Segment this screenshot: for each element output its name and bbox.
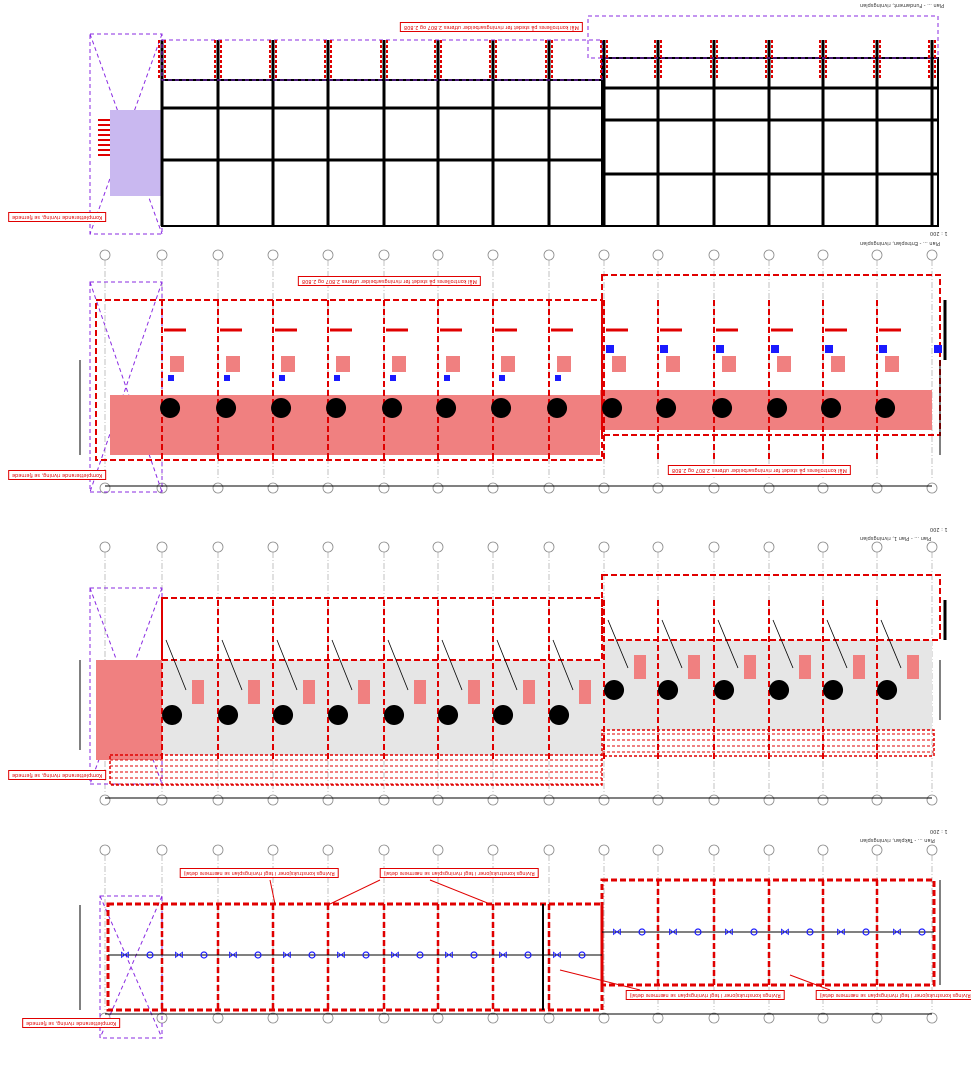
door-swing <box>821 398 841 418</box>
leader-line <box>330 880 380 904</box>
grid-bubble <box>323 795 333 805</box>
door-swing <box>491 398 511 418</box>
door-swing <box>549 705 569 725</box>
room-fill <box>303 680 315 704</box>
leader-line <box>430 880 490 904</box>
demolish-outline-left <box>162 598 602 660</box>
grid-bubble <box>488 795 498 805</box>
grid-bubble <box>599 845 609 855</box>
phase-note-4: Kompletterande rivning, se fjernede <box>22 1018 120 1028</box>
grid-bubble <box>268 483 278 493</box>
grid-bubble <box>709 795 719 805</box>
phase-fill <box>110 110 162 196</box>
grid-bubble <box>433 542 443 552</box>
door-swing <box>604 680 624 700</box>
roof-drain-icon: ⋈ <box>612 927 622 938</box>
door-swing <box>384 705 404 725</box>
grid-bubble <box>544 795 554 805</box>
new-element <box>444 375 450 381</box>
roof-drain-icon: ⋈ <box>836 927 846 938</box>
roof-drain-icon: ⋈ <box>174 950 184 961</box>
grid-bubble <box>599 795 609 805</box>
grid-bubble <box>268 542 278 552</box>
door-swing <box>658 680 678 700</box>
door-swing <box>877 680 897 700</box>
plan-scale-4: 1 : 200 <box>930 828 948 834</box>
grid-bubble <box>433 795 443 805</box>
room-fill <box>634 655 646 679</box>
room-fill <box>358 680 370 704</box>
grid-bubble <box>872 845 882 855</box>
roof-drain-icon: ⋈ <box>668 927 678 938</box>
door-swing <box>160 398 180 418</box>
demolish-note-3: Mål kontrolleres på stedet før rivningsarbeider utføres 2.807 og 2.808 <box>668 465 851 475</box>
leader-line <box>270 880 275 904</box>
grid-bubble <box>157 250 167 260</box>
roof-drain-icon: ⋈ <box>390 950 400 961</box>
door-swing <box>769 680 789 700</box>
room-fill <box>831 356 845 372</box>
door-swing <box>162 705 182 725</box>
grid-bubble <box>872 542 882 552</box>
grid-bubble <box>544 250 554 260</box>
plan-title-1: Plan ... - Fundament, rivningsplan <box>860 2 945 8</box>
room-fill <box>744 655 756 679</box>
door-swing <box>436 398 456 418</box>
new-element <box>168 375 174 381</box>
room-fill <box>557 356 571 372</box>
room-fill <box>281 356 295 372</box>
grid-bubble <box>213 483 223 493</box>
roof-drain-icon: ⋈ <box>282 950 292 961</box>
room-fill <box>501 356 515 372</box>
roof-note-1: Rivings konstruksjoner i tegl rivningsplan se nærmere detalj <box>180 868 339 878</box>
room-fill <box>446 356 460 372</box>
grid-bubble <box>544 845 554 855</box>
grid-bubble <box>379 845 389 855</box>
grid-bubble <box>872 795 882 805</box>
grid-bubble <box>213 542 223 552</box>
grid-bubble <box>488 250 498 260</box>
room-fill <box>248 680 260 704</box>
door-swing <box>326 398 346 418</box>
room-fill <box>612 356 626 372</box>
roof-drain-icon: ⋈ <box>228 950 238 961</box>
roof-note-2: Rivings konstruksjoner i tegl rivningsplan se nærmere detalj <box>380 868 539 878</box>
grid-bubble <box>323 845 333 855</box>
room-fill <box>666 356 680 372</box>
new-element <box>716 345 724 353</box>
grid-bubble <box>488 845 498 855</box>
grid-bubble <box>100 542 110 552</box>
room-fill <box>392 356 406 372</box>
new-element <box>279 375 285 381</box>
leader-line <box>560 970 640 990</box>
door-swing <box>875 398 895 418</box>
demolish-strip-right <box>588 16 938 58</box>
grid-bubble <box>764 483 774 493</box>
grid-bubble <box>544 542 554 552</box>
grid-bubble <box>927 250 937 260</box>
grid-bubble <box>100 250 110 260</box>
room-fill <box>414 680 426 704</box>
grid-bubble <box>488 542 498 552</box>
phase-note-2: Kompletterande rivning, se fjernede <box>8 470 106 480</box>
roof-drain-icon: ⋈ <box>780 927 790 938</box>
grid-bubble <box>599 250 609 260</box>
door-swing <box>602 398 622 418</box>
door-swing <box>656 398 676 418</box>
door-swing <box>328 705 348 725</box>
grid-bubble <box>818 250 828 260</box>
new-element <box>555 375 561 381</box>
room-fill <box>336 356 350 372</box>
new-element <box>334 375 340 381</box>
grid-bubble <box>213 795 223 805</box>
roof-note-4: Rivings konstruksjoner i tegl rivningsplan se nærmere detalj <box>816 990 971 1000</box>
grid-bubble <box>709 845 719 855</box>
grid-bubble <box>818 483 828 493</box>
grid-bubble <box>544 483 554 493</box>
plan-title-4: Plan ... - Takplan, rivningsplan <box>860 837 935 843</box>
grid-bubble <box>872 250 882 260</box>
grid-bubble <box>599 542 609 552</box>
door-swing <box>216 398 236 418</box>
grid-bubble <box>764 250 774 260</box>
roof-note-3: Rivings konstruksjoner i tegl rivningsplan se nærmere detalj <box>626 990 785 1000</box>
door-swing <box>273 705 293 725</box>
grid-bubble <box>157 795 167 805</box>
room-fill <box>907 655 919 679</box>
room-fill <box>468 680 480 704</box>
grid-bubble <box>818 845 828 855</box>
grid-bubble <box>709 250 719 260</box>
grid-bubble <box>653 542 663 552</box>
door-swing <box>823 680 843 700</box>
plan-scale-2: 1 : 200 <box>930 230 948 236</box>
grid-bubble <box>653 795 663 805</box>
new-element <box>771 345 779 353</box>
grid-bubble <box>653 250 663 260</box>
plan-title-2: Plan ... - Entreplan, rivningsplan <box>860 240 940 246</box>
grid-bubble <box>433 483 443 493</box>
phase-note-1: Kompletterande rivning, se fjernede <box>8 212 106 222</box>
new-element <box>390 375 396 381</box>
roof-drain-icon: ⋈ <box>552 950 562 961</box>
door-swing <box>493 705 513 725</box>
grid-bubble <box>433 845 443 855</box>
grid-bubble <box>709 542 719 552</box>
grid-bubble <box>653 483 663 493</box>
demolish-outline-right <box>602 575 940 640</box>
grid-bubble <box>653 845 663 855</box>
grid-bubble <box>157 845 167 855</box>
grid-bubble <box>709 483 719 493</box>
new-element <box>934 345 942 353</box>
grid-bubble <box>213 845 223 855</box>
grid-bubble <box>213 250 223 260</box>
new-element <box>825 345 833 353</box>
grid-bubble <box>927 845 937 855</box>
door-swing <box>271 398 291 418</box>
new-element <box>606 345 614 353</box>
plan-scale-3: 1 : 200 <box>930 526 948 532</box>
grid-bubble <box>268 845 278 855</box>
roof-drain-icon: ⋈ <box>444 950 454 961</box>
new-element <box>499 375 505 381</box>
grid-bubble <box>379 250 389 260</box>
grid-bubble <box>818 795 828 805</box>
grid-bubble <box>268 250 278 260</box>
door-swing <box>438 705 458 725</box>
grid-bubble <box>100 845 110 855</box>
phase-note-3: Kompletterande rivning, se fjernede <box>8 770 106 780</box>
grid-bubble <box>268 795 278 805</box>
grid-bubble <box>379 483 389 493</box>
door-swing <box>714 680 734 700</box>
grid-bubble <box>100 795 110 805</box>
demolish-fill-left <box>110 395 600 455</box>
grid-bubble <box>323 250 333 260</box>
demolish-note-1: Mål kontrolleres på stedet før rivningsarbeider utføres 2.807 og 2.808 <box>400 22 583 32</box>
room-fill <box>226 356 240 372</box>
new-element <box>879 345 887 353</box>
grid-bubble <box>323 542 333 552</box>
plan-title-3: Plan ... - Plan 1, rivningsplan <box>860 535 932 541</box>
grid-bubble <box>872 483 882 493</box>
room-fill <box>579 680 591 704</box>
room-fill <box>170 356 184 372</box>
door-swing <box>767 398 787 418</box>
grid-bubble <box>764 542 774 552</box>
grid-bubble <box>764 795 774 805</box>
roof-drain-icon: ⋈ <box>892 927 902 938</box>
grid-bubble <box>927 542 937 552</box>
grid-bubble <box>379 542 389 552</box>
room-fill <box>799 655 811 679</box>
grid-bubble <box>323 483 333 493</box>
room-fill <box>722 356 736 372</box>
room-fill <box>885 356 899 372</box>
door-swing <box>547 398 567 418</box>
room-fill <box>523 680 535 704</box>
grid-bubble <box>927 483 937 493</box>
grid-bubble <box>818 542 828 552</box>
roof-drain-icon: ⋈ <box>336 950 346 961</box>
foundation-outline-left <box>162 80 602 226</box>
door-swing <box>382 398 402 418</box>
new-element <box>660 345 668 353</box>
roof-drain-icon: ⋈ <box>724 927 734 938</box>
grid-bubble <box>379 795 389 805</box>
roof-drain-icon: ⋈ <box>120 950 130 961</box>
room-fill <box>777 356 791 372</box>
grid-bubble <box>157 542 167 552</box>
demolish-note-2: Mål kontrolleres på stedet før rivningsarbeider utføres 2.807 og 2.808 <box>298 276 481 286</box>
grid-bubble <box>599 483 609 493</box>
demolish-fill <box>96 660 162 760</box>
door-swing <box>218 705 238 725</box>
grid-bubble <box>764 845 774 855</box>
door-swing <box>712 398 732 418</box>
roof-drain-icon: ⋈ <box>498 950 508 961</box>
grid-bubble <box>433 250 443 260</box>
grid-bubble <box>927 795 937 805</box>
room-fill <box>853 655 865 679</box>
grid-bubble <box>488 483 498 493</box>
new-element <box>224 375 230 381</box>
room-fill <box>192 680 204 704</box>
room-fill <box>688 655 700 679</box>
